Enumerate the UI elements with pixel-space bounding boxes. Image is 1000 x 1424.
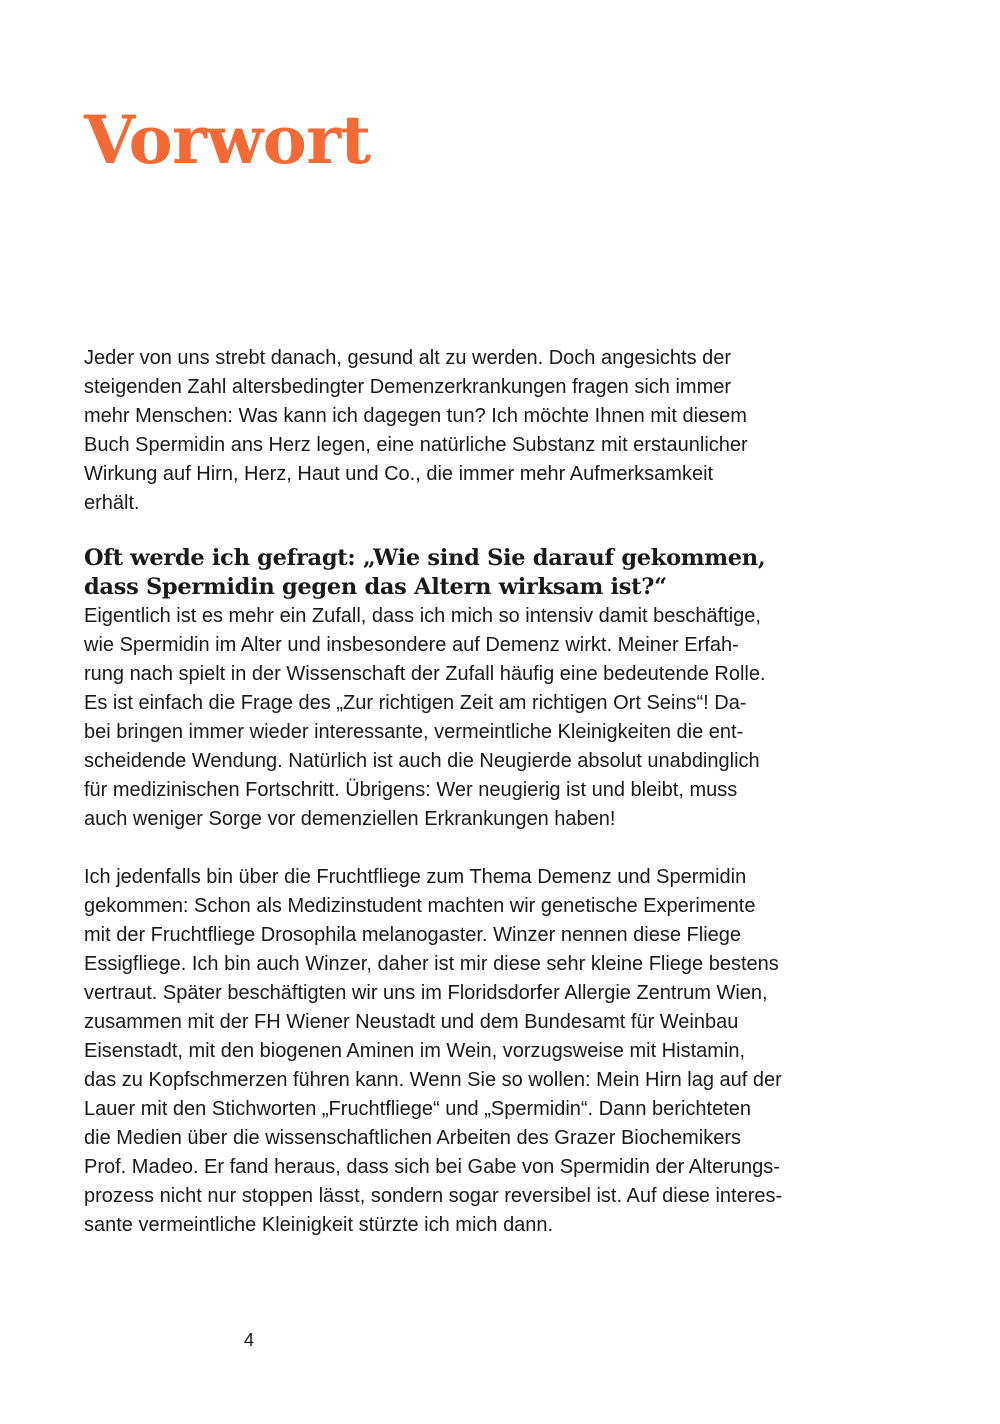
story-lines-line: Essigfliege. Ich bin auch Winzer, daher ist mir diese sehr kleine Fliege bestens — [84, 953, 779, 975]
story-lines-line: Prof. Madeo. Er fand heraus, dass sich bei Gabe von Spermidin der Alterungs- — [84, 1156, 780, 1178]
section-subheading — [84, 544, 824, 602]
intro-paragraph — [84, 344, 824, 518]
intro-lines-line: Wirkung auf Hirn, Herz, Haut und Co., die immer mehr Aufmerksamkeit — [84, 463, 714, 485]
section-lines-line: für medizinischen Fortschritt. Übrigens: Wer neugierig ist und bleibt, muss — [84, 779, 738, 801]
section-lines-line: auch weniger Sorge vor demenziellen Erkrankungen haben! — [84, 808, 616, 830]
story-lines-line: die Medien über die wissenschaftlichen Arbeiten des Grazer Biochemikers — [84, 1127, 742, 1149]
intro-text — [84, 344, 824, 518]
section-lines-line: rung nach spielt in der Wissenschaft der Zufall häufig eine bedeutende Rolle. — [84, 663, 766, 685]
story-lines-line: vertraut. Später beschäftigten wir uns im Floridsdorfer Allergie Zentrum Wien, — [84, 982, 768, 1004]
intro-lines-line: mehr Menschen: Was kann ich dagegen tun? Ich möchte Ihnen mit diesem — [84, 405, 747, 427]
intro-lines-line: steigenden Zahl altersbedingter Demenzerkrankungen fragen sich immer — [84, 376, 732, 398]
story-lines-line: Ich jedenfalls bin über die Fruchtfliege zum Thema Demenz und Spermidin — [84, 866, 747, 888]
section-paragraph — [84, 602, 824, 834]
story-lines-line: prozess nicht nur stoppen lässt, sondern sogar reversibel ist. Auf diese interes- — [84, 1185, 783, 1207]
section-lines-line: bei bringen immer wieder interessante, vermeintliche Kleinigkeiten die ent- — [84, 721, 744, 743]
story-lines-line: zusammen mit der FH Wiener Neustadt und dem Bundesamt für Weinbau — [84, 1011, 739, 1033]
page-title: Vorwort — [84, 101, 371, 179]
story-text — [84, 863, 824, 1240]
intro-lines-line: erhält. — [84, 492, 140, 514]
story-lines-line: das zu Kopfschmerzen führen kann. Wenn Sie so wollen: Mein Hirn lag auf der — [84, 1069, 782, 1091]
section-lines-line: scheidende Wendung. Natürlich ist auch die Neugierde absolut unabdinglich — [84, 750, 760, 772]
subheading-lines-line: Oft werde ich gefragt: „Wie sind Sie darauf gekommen, — [84, 545, 766, 571]
story-lines-line: sante vermeintliche Kleinigkeit stürzte ich mich dann. — [84, 1214, 554, 1236]
story-lines-line: mit der Fruchtfliege Drosophila melanogaster. Winzer nennen diese Fliege — [84, 924, 742, 946]
section-lines-line: Es ist einfach die Frage des „Zur richtigen Zeit am richtigen Ort Seins“! Da- — [84, 692, 747, 714]
subheading-lines-line: dass Spermidin gegen das Altern wirksam ist?“ — [84, 574, 667, 600]
section-lines-line: wie Spermidin im Alter und insbesondere auf Demenz wirkt. Meiner Erfah- — [84, 634, 739, 656]
story-lines-line: gekommen: Schon als Medizinstudent machten wir genetische Experimente — [84, 895, 756, 917]
story-paragraph — [84, 863, 824, 1240]
section-lines-line: Eigentlich ist es mehr ein Zufall, dass ich mich so intensiv damit beschäftige, — [84, 605, 761, 627]
intro-lines-line: Buch Spermidin ans Herz legen, eine natürliche Substanz mit erstaunlicher — [84, 434, 748, 456]
section-block — [84, 544, 824, 834]
page-number: 4 — [244, 1330, 255, 1350]
story-lines-line: Lauer mit den Stichworten „Fruchtfliege“ und „Spermidin“. Dann berichteten — [84, 1098, 751, 1120]
intro-lines-line: Jeder von uns strebt danach, gesund alt zu werden. Doch angesichts der — [84, 347, 732, 369]
story-lines-line: Eisenstadt, mit den biogenen Aminen im Wein, vorzugsweise mit Histamin, — [84, 1040, 746, 1062]
